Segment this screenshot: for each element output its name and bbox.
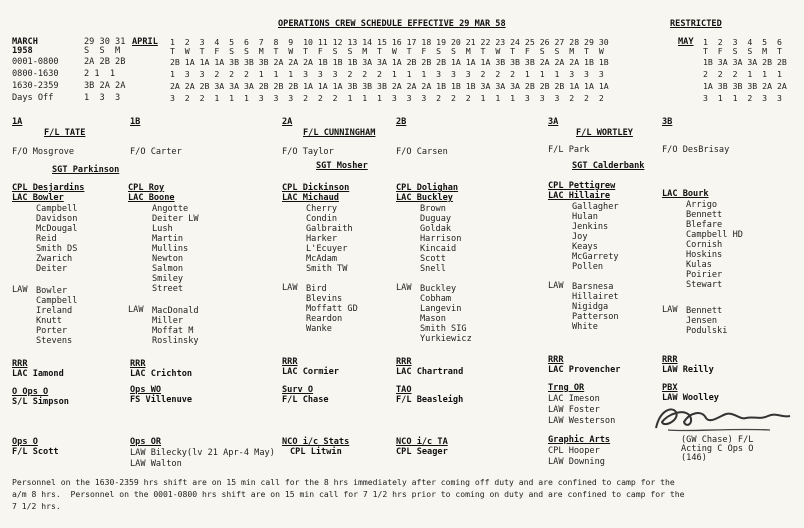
rrr-label: RRR (548, 355, 564, 365)
crew-id-2b: 2B (396, 117, 407, 127)
surv-label: Surv O (282, 385, 314, 395)
may-shift3: 1A 3B 3B 3B 2A 2A (703, 81, 787, 91)
list-item: Cobham (420, 294, 452, 304)
list-item: Duguay (420, 214, 452, 224)
law-list-3b (686, 306, 727, 336)
march-days-off: 1 3 3 (84, 93, 121, 103)
march-shift2: 2 1 1 (84, 69, 116, 79)
list-item: Reid (36, 234, 57, 244)
list-item: Deiter LW (152, 214, 199, 224)
list-item: Barsnesa (572, 282, 614, 292)
list-item: Zwarich (36, 254, 73, 264)
footer-line: a/m 8 hrs. Personnel on the 0001-0800 hrs shift are on 15 min call for 7 1/2 hrs prior to coming on duty and are confined to camp for the (12, 489, 685, 499)
list-item: (146) (681, 453, 707, 463)
list-item: Newton (152, 254, 184, 264)
list-item: Cherry (306, 204, 338, 214)
crew-id-3a: 3A (548, 117, 559, 127)
lac-lead-1b: LAC Boone (128, 193, 175, 203)
lac-lead-3a: LAC Hillaire (548, 191, 611, 201)
month-may-label: MAY (678, 37, 694, 47)
list-item: Bird (306, 284, 327, 294)
surv-name: F/L Chase (282, 395, 329, 405)
list-item: Hillairet (572, 292, 619, 302)
list-item: Stevens (36, 336, 73, 346)
april-shift1: 2B 1A 1A 1A 3B 3B 3B 2A 2A 2A 1B 1B 1B 3A 3A 1A 2B 2B 2B 1A 1A 1A 3B 3B 3B 2A 2A 2A 1B 1B (170, 57, 609, 67)
list-item: Knutt (36, 316, 62, 326)
crew-id-3b: 3B (662, 117, 673, 127)
nco-ta-label: NCO i/c TA (396, 437, 448, 447)
member-list-1b (152, 204, 199, 294)
list-item: Condin (306, 214, 338, 224)
list-item: Stewart (686, 280, 723, 290)
list-item: Patterson (572, 312, 619, 322)
member-list-3a (572, 202, 619, 272)
list-item: Smith SIG (420, 324, 467, 334)
may-shift1: 1B 3A 3A 3A 2B 2B (703, 57, 787, 67)
list-item: Blefare (686, 220, 723, 230)
list-item: Goldak (420, 224, 452, 234)
list-item: Buckley (420, 284, 457, 294)
list-item: (GW Chase) F/L (681, 435, 754, 445)
corporal-2b: CPL Dolighan (396, 183, 459, 193)
list-item: Moffat M (152, 326, 194, 336)
march-shift1: 2A 2B 2B (84, 57, 126, 67)
document-title: OPERATIONS CREW SCHEDULE EFFECTIVE 29 MAR 58 (278, 19, 506, 29)
tao-label: TAO (396, 385, 412, 395)
list-item: Cornish (686, 240, 723, 250)
list-item: LAW Walton (130, 459, 182, 469)
april-shift2: 1 3 3 2 2 2 1 1 1 3 3 3 2 2 2 1 1 1 3 3 3 2 2 2 1 1 1 3 3 3 (170, 69, 604, 79)
corporal-1b: CPL Roy (128, 183, 165, 193)
rrr-label: RRR (662, 355, 678, 365)
list-item: Brown (420, 204, 446, 214)
list-item: Martin (152, 234, 184, 244)
list-item: Angotte (152, 204, 189, 214)
tao-name: F/L Beasleigh (396, 395, 464, 405)
list-item: MacDonald (152, 306, 199, 316)
lac-lead-1a: LAC Bowler (12, 193, 64, 203)
days-off-label: Days Off (12, 93, 54, 103)
crew-lead-3b: F/O DesBrisay (662, 145, 730, 155)
list-item: Davidson (36, 214, 78, 224)
rrr-label: RRR (12, 359, 28, 369)
list-item: Campbell HD (686, 230, 743, 240)
list-item: Podulski (686, 326, 728, 336)
rrr-label: RRR (282, 357, 298, 367)
lac-lead-2b: LAC Buckley (396, 193, 453, 203)
list-item: Kulas (686, 260, 712, 270)
flight-lead: F/L CUNNINGHAM (303, 128, 376, 138)
list-item: Snell (420, 264, 446, 274)
list-item: Bowler (36, 286, 68, 296)
month-april-label: APRIL (132, 37, 158, 47)
list-item: Mason (420, 314, 446, 324)
list-item: CPL Hooper (548, 446, 600, 456)
crew-lead-1b: F/O Carter (130, 147, 182, 157)
ops-or-list (130, 448, 275, 470)
april-dates: 1 2 3 4 5 6 7 8 9 10 11 12 13 14 15 16 17 18 19 20 21 22 23 24 25 26 27 28 29 30 (170, 37, 609, 47)
list-item: Smith DS (36, 244, 78, 254)
list-item: Wanke (306, 324, 332, 334)
list-item: Bennett (686, 210, 723, 220)
list-item: Hoskins (686, 250, 723, 260)
list-item: Lush (152, 224, 173, 234)
rrr-label: RRR (396, 357, 412, 367)
crew-lead-2b: F/O Carsen (396, 147, 448, 157)
trng-list (548, 394, 615, 427)
april-days: T W T F S S M T W T F S S M T W T F S S M T W T F S S M T W (170, 46, 604, 56)
flight-lead: F/L WORTLEY (576, 128, 633, 138)
law-list-2a (306, 284, 358, 334)
rrr-name: LAC Provencher (548, 365, 621, 375)
list-item: LAW Westerson (548, 416, 616, 426)
graphic-arts-label: Graphic Arts (548, 435, 611, 445)
lac-lead-2a: LAC Michaud (282, 193, 339, 203)
sergeant: SGT Mosher (316, 161, 368, 171)
list-item: Campbell (36, 296, 78, 306)
crew-id-1a: 1A (12, 117, 23, 127)
sergeant: SGT Calderbank (572, 161, 645, 171)
trng-label: Trng OR (548, 383, 585, 393)
o-ops-label: O Ops O (12, 387, 49, 397)
corporal-3a: CPL Pettigrew (548, 181, 616, 191)
may-shift2: 2 2 2 1 1 1 (703, 69, 782, 79)
ops-wo-label: Ops WO (130, 385, 162, 395)
member-list-2b (420, 204, 461, 274)
list-item: Arrigo (686, 200, 718, 210)
shift1-label: 0001-0800 (12, 57, 59, 67)
list-item: Gallagher (572, 202, 619, 212)
month-march-label: MARCH (12, 37, 38, 47)
rrr-name: LAC Crichton (130, 369, 193, 379)
list-item: Kincaid (420, 244, 457, 254)
list-item: Street (152, 284, 184, 294)
list-item: L'Ecuyer (306, 244, 348, 254)
list-item: Blevins (306, 294, 343, 304)
crew-lead-2a: F/O Taylor (282, 147, 334, 157)
ops-o-label: Ops O (12, 437, 38, 447)
sergeant: SGT Parkinson (52, 165, 120, 175)
list-item: Scott (420, 254, 446, 264)
march-dates: 29 30 31 (84, 37, 126, 47)
flight-lead: F/L TATE (44, 128, 86, 138)
list-item: McGarrety (572, 252, 619, 262)
nco-ta-name: CPL Seager (396, 447, 448, 457)
april-shift3: 2A 2A 2B 3A 3A 3A 2B 2B 2B 1A 1A 1A 3B 3B 3B 2A 2A 2A 1B 1B 1B 3A 3A 3A 2B 2B 2B 1A 1A 1A (170, 81, 609, 91)
crew-id-2a: 2A (282, 117, 293, 127)
list-item: Smith TW (306, 264, 348, 274)
rrr-name: LAC Cormier (282, 367, 339, 377)
list-item: Joy (572, 232, 588, 242)
crew-id-1b: 1B (130, 117, 141, 127)
list-item: Jensen (686, 316, 718, 326)
law-list-2b (420, 284, 472, 344)
march-days: S S M (84, 46, 121, 56)
ops-wo-name: FS Villenuve (130, 395, 193, 405)
footer-line: 7 1/2 hrs. (12, 501, 61, 511)
o-ops-name: S/L Simpson (12, 397, 69, 407)
rrr-name: LAC Iamond (12, 369, 64, 379)
year-label: 1958 (12, 46, 33, 56)
law-list-1a (36, 286, 77, 346)
classification-label: RESTRICTED (670, 19, 722, 29)
list-item: Campbell (36, 204, 78, 214)
may-dates: 1 2 3 4 5 6 (703, 37, 782, 47)
pbx-label: PBX (662, 383, 678, 393)
list-item: Nigidga (572, 302, 609, 312)
corporal-2a: CPL Dickinson (282, 183, 350, 193)
member-list-1a (36, 204, 77, 274)
list-item: Porter (36, 326, 68, 336)
list-item: White (572, 322, 598, 332)
law-label-1a: LAW (12, 285, 28, 295)
signature-block (681, 436, 753, 463)
law-label-2b: LAW (396, 283, 412, 293)
law-list-3a (572, 282, 619, 332)
shift3-label: 1630-2359 (12, 81, 59, 91)
graphic-arts-list (548, 446, 605, 468)
pbx-name: LAW Woolley (662, 393, 719, 403)
list-item: LAW Downing (548, 457, 605, 467)
list-item: Roslinsky (152, 336, 199, 346)
rrr-name: LAC Chartrand (396, 367, 464, 377)
crew-lead-1a: F/O Mosgrove (12, 147, 75, 157)
law-list-1b (152, 306, 199, 346)
list-item: Mullins (152, 244, 189, 254)
list-item: Harrison (420, 234, 462, 244)
member-list-3b (686, 200, 743, 290)
list-item: Miller (152, 316, 184, 326)
march-shift3: 3B 2A 2A (84, 81, 126, 91)
footer-line: Personnel on the 1630-2359 hrs shift are on 15 min call for the 8 hrs immediately after coming off duty and are confined to camp for the (12, 477, 675, 487)
list-item: Bennett (686, 306, 723, 316)
list-item: Keays (572, 242, 598, 252)
list-item: Poirier (686, 270, 723, 280)
list-item: LAW Bilecky(lv 21 Apr-4 May) (130, 448, 275, 458)
april-days-off: 3 2 2 1 1 1 3 3 3 2 2 2 1 1 1 3 3 3 2 2 2 1 1 1 3 3 3 2 2 2 (170, 93, 604, 103)
crew-lead-3a: F/L Park (548, 145, 590, 155)
list-item: Moffatt GD (306, 304, 358, 314)
law-label-1b: LAW (128, 305, 144, 315)
list-item: Harker (306, 234, 338, 244)
list-item: McAdam (306, 254, 338, 264)
list-item: LAW Foster (548, 405, 600, 415)
ops-or-label: Ops OR (130, 437, 162, 447)
list-item: Hulan (572, 212, 598, 222)
list-item: Ireland (36, 306, 73, 316)
list-item: Yurkiewicz (420, 334, 472, 344)
ops-o-name: F/L Scott (12, 447, 59, 457)
member-list-2a (306, 204, 353, 274)
corporal-1a: CPL Desjardins (12, 183, 85, 193)
rrr-label: RRR (130, 359, 146, 369)
list-item: Pollen (572, 262, 604, 272)
lac-lead-3b: LAC Bourk (662, 189, 709, 199)
rrr-name: LAW Reilly (662, 365, 714, 375)
list-item: McDougal (36, 224, 78, 234)
nco-stats-label: NCO i/c Stats (282, 437, 350, 447)
list-item: Salmon (152, 264, 184, 274)
list-item: Deiter (36, 264, 68, 274)
list-item: Acting C Ops O (681, 444, 754, 454)
list-item: Smiley (152, 274, 184, 284)
shift2-label: 0800-1630 (12, 69, 59, 79)
list-item: LAC Imeson (548, 394, 600, 404)
list-item: Galbraith (306, 224, 353, 234)
list-item: Jenkins (572, 222, 609, 232)
law-label-3b: LAW (662, 305, 678, 315)
may-days-off: 3 1 1 2 3 3 (703, 93, 782, 103)
signature-image (650, 402, 800, 436)
law-label-2a: LAW (282, 283, 298, 293)
list-item: Langevin (420, 304, 462, 314)
nco-stats-name: CPL Litwin (290, 447, 342, 457)
may-days: T F S S M T (703, 46, 782, 56)
list-item: Reardon (306, 314, 343, 324)
law-label-3a: LAW (548, 281, 564, 291)
